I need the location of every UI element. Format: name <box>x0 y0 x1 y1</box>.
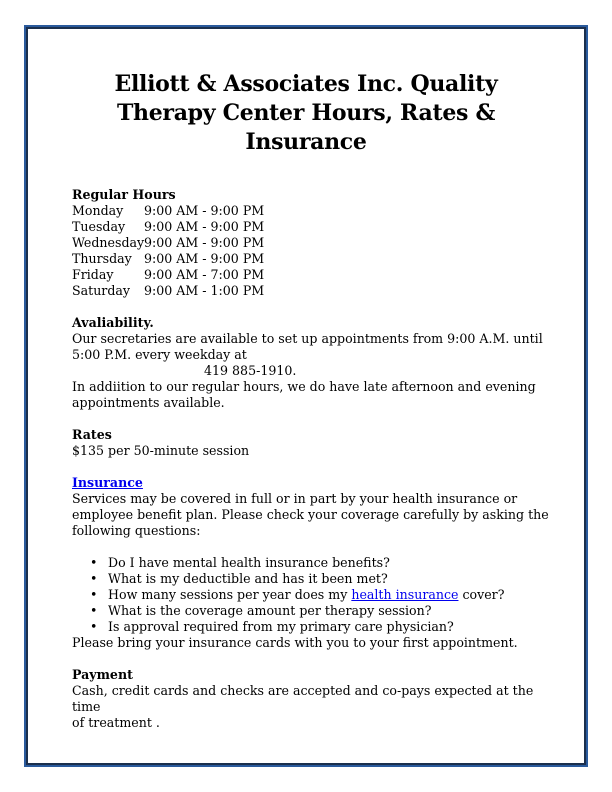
health-insurance-link[interactable]: health insurance <box>351 587 459 602</box>
rates-heading: Rates <box>72 427 112 442</box>
bullet-icon: • <box>90 603 98 618</box>
hours-section <box>72 187 552 299</box>
insurance-intro-line-1: Services may be covered in full or in part by your health insurance or <box>72 491 518 506</box>
availability-line-2: 5:00 P.M. every weekday at <box>72 347 247 362</box>
question-text: Do I have mental health insurance benefits? <box>108 555 390 570</box>
rates-text: $135 per 50-minute session <box>72 443 250 458</box>
question-text: What is my deductible and has it been met? <box>108 571 388 586</box>
bullet-icon: • <box>90 571 98 586</box>
availability-line-4: appointments available. <box>72 395 225 410</box>
availability-section <box>72 315 552 411</box>
hours-time: 9:00 AM - 9:00 PM <box>144 251 265 266</box>
phone-number: 419 885-1910. <box>204 363 297 378</box>
hours-time: 9:00 AM - 1:00 PM <box>144 283 265 298</box>
list-item <box>72 603 552 619</box>
hours-time: 9:00 AM - 9:00 PM <box>144 219 265 234</box>
payment-line-1: Cash, credit cards and checks are accepted and co-pays expected at the time <box>72 683 534 714</box>
list-item <box>72 587 552 603</box>
payment-heading: Payment <box>72 667 133 682</box>
availability-line-3: In addiition to our regular hours, we do have late afternoon and evening <box>72 379 536 394</box>
hours-time: 9:00 AM - 9:00 PM <box>144 203 265 218</box>
insurance-questions-list <box>72 555 552 635</box>
insurance-heading-link[interactable]: Insurance <box>72 475 143 490</box>
hours-day: Friday <box>72 267 114 282</box>
payment-line-2: of treatment . <box>72 715 160 730</box>
availability-heading: Avaliability. <box>72 315 154 330</box>
rates-section <box>72 427 552 459</box>
hours-day: Saturday <box>72 283 131 298</box>
hours-row-tuesday <box>72 219 552 235</box>
bullet-icon: • <box>90 587 98 602</box>
hours-day: Monday <box>72 203 124 218</box>
insurance-section <box>72 475 552 651</box>
document-body <box>72 70 552 731</box>
title-line-1: Elliott & Associates Inc. Quality <box>114 71 498 97</box>
list-item <box>72 555 552 571</box>
question-text-before: How many sessions per year does my <box>108 587 352 602</box>
bullet-icon: • <box>90 619 98 634</box>
insurance-intro-line-3: following questions: <box>72 523 201 538</box>
list-item <box>72 571 552 587</box>
hours-row-monday <box>72 203 552 219</box>
question-text: Is approval required from my primary care physician? <box>108 619 454 634</box>
hours-row-wednesday <box>72 235 552 251</box>
question-text-after: cover? <box>458 587 505 602</box>
payment-section <box>72 667 552 731</box>
hours-time: 9:00 AM - 9:00 PM <box>144 235 265 250</box>
hours-day: Thursday <box>72 251 132 266</box>
bullet-icon: • <box>90 555 98 570</box>
hours-heading: Regular Hours <box>72 187 176 202</box>
hours-time: 9:00 AM - 7:00 PM <box>144 267 265 282</box>
hours-row-thursday <box>72 251 552 267</box>
question-text: What is the coverage amount per therapy session? <box>108 603 432 618</box>
title-line-3: Insurance <box>245 129 367 155</box>
title-line-2: Therapy Center Hours, Rates & <box>116 100 496 126</box>
page-title <box>66 70 546 157</box>
insurance-intro-line-2: employee benefit plan. Please check your coverage carefully by asking the <box>72 507 549 522</box>
hours-day: Tuesday <box>72 219 126 234</box>
hours-row-friday <box>72 267 552 283</box>
hours-row-saturday <box>72 283 552 299</box>
hours-day: Wednesday <box>72 235 145 250</box>
list-item <box>72 619 552 635</box>
insurance-closing: Please bring your insurance cards with you to your first appointment. <box>72 635 518 650</box>
availability-line-1: Our secretaries are available to set up appointments from 9:00 A.M. until <box>72 331 543 346</box>
